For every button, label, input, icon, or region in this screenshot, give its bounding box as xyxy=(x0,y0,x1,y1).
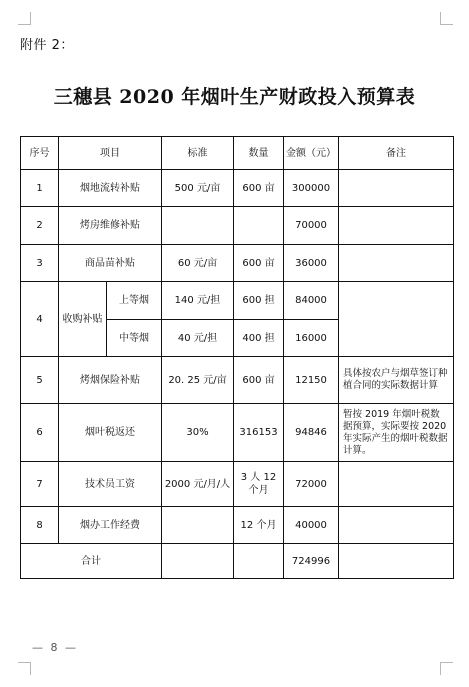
table-row xyxy=(21,507,454,544)
row-seq: 7 xyxy=(21,462,59,507)
row-standard: 2000 元/月/人 xyxy=(162,462,234,507)
header-remarks: 备注 xyxy=(339,137,454,170)
total-row xyxy=(21,544,454,579)
row-quantity: 600 担 xyxy=(234,282,284,320)
total-remarks xyxy=(339,544,454,579)
row-quantity: 600 亩 xyxy=(234,245,284,282)
table-row xyxy=(21,404,454,462)
row-seq: 1 xyxy=(21,170,59,207)
row-standard: 40 元/担 xyxy=(162,320,234,357)
table-row xyxy=(21,245,454,282)
row-item: 烟地流转补贴 xyxy=(59,170,162,207)
table-row xyxy=(21,282,454,320)
row-standard xyxy=(162,507,234,544)
total-label: 合计 xyxy=(21,544,162,579)
row-remarks: 暂按 2019 年烟叶税数据预算，实际要按 2020 年实际产生的烟叶税数据计算。 xyxy=(339,404,454,462)
row-quantity: 316153 xyxy=(234,404,284,462)
budget-table xyxy=(20,136,454,579)
row-seq: 4 xyxy=(21,282,59,357)
table-row xyxy=(21,170,454,207)
total-quantity xyxy=(234,544,284,579)
row-quantity: 600 亩 xyxy=(234,170,284,207)
row-remarks xyxy=(339,245,454,282)
row-standard xyxy=(162,207,234,245)
row-quantity: 600 亩 xyxy=(234,357,284,404)
row-remarks xyxy=(339,207,454,245)
row-subitem: 中等烟 xyxy=(107,320,162,357)
row-remarks xyxy=(339,170,454,207)
attachment-label: 附件 2： xyxy=(20,38,74,53)
row-subitem: 上等烟 xyxy=(107,282,162,320)
header-amount: 金额（元） xyxy=(284,137,339,170)
row-amount: 16000 xyxy=(284,320,339,357)
row-item: 烤烟保险补贴 xyxy=(59,357,162,404)
row-amount: 36000 xyxy=(284,245,339,282)
row-amount: 72000 xyxy=(284,462,339,507)
row-item: 烟叶税返还 xyxy=(59,404,162,462)
header-seq: 序号 xyxy=(21,137,59,170)
row-amount: 70000 xyxy=(284,207,339,245)
row-seq: 5 xyxy=(21,357,59,404)
row-standard: 30% xyxy=(162,404,234,462)
header-row xyxy=(21,137,454,170)
table-row xyxy=(21,357,454,404)
row-amount: 84000 xyxy=(284,282,339,320)
row-standard: 500 元/亩 xyxy=(162,170,234,207)
row-item: 烟办工作经费 xyxy=(59,507,162,544)
row-seq: 8 xyxy=(21,507,59,544)
row-remarks xyxy=(339,462,454,507)
row-item: 烤房维修补贴 xyxy=(59,207,162,245)
row-seq: 3 xyxy=(21,245,59,282)
row-remarks xyxy=(339,507,454,544)
row-quantity: 12 个月 xyxy=(234,507,284,544)
page-number: — 8 — xyxy=(32,641,78,654)
row-amount: 40000 xyxy=(284,507,339,544)
header-item: 项目 xyxy=(59,137,162,170)
row-amount: 12150 xyxy=(284,357,339,404)
row-item: 商品苗补贴 xyxy=(59,245,162,282)
crop-mark-top-left xyxy=(18,12,31,25)
row-item: 技术员工资 xyxy=(59,462,162,507)
crop-mark-bottom-right xyxy=(440,662,453,675)
row-amount: 94846 xyxy=(284,404,339,462)
header-quantity: 数量 xyxy=(234,137,284,170)
row-quantity xyxy=(234,207,284,245)
total-amount: 724996 xyxy=(284,544,339,579)
row-quantity: 400 担 xyxy=(234,320,284,357)
crop-mark-bottom-left xyxy=(18,662,31,675)
header-standard: 标准 xyxy=(162,137,234,170)
table-row xyxy=(21,462,454,507)
crop-mark-top-right xyxy=(440,12,453,25)
row-remarks: 具体按农户与烟草签订种植合同的实际数据计算 xyxy=(339,357,454,404)
row-seq: 6 xyxy=(21,404,59,462)
row-standard: 20. 25 元/亩 xyxy=(162,357,234,404)
row-item-group: 收购补贴 xyxy=(59,282,107,357)
row-seq: 2 xyxy=(21,207,59,245)
row-remarks xyxy=(339,282,454,357)
row-quantity: 3 人 12 个月 xyxy=(234,462,284,507)
table-row xyxy=(21,207,454,245)
total-standard xyxy=(162,544,234,579)
row-amount: 300000 xyxy=(284,170,339,207)
page-title: 三穗县 2020 年烟叶生产财政投入预算表 xyxy=(53,86,416,108)
row-standard: 60 元/亩 xyxy=(162,245,234,282)
row-standard: 140 元/担 xyxy=(162,282,234,320)
